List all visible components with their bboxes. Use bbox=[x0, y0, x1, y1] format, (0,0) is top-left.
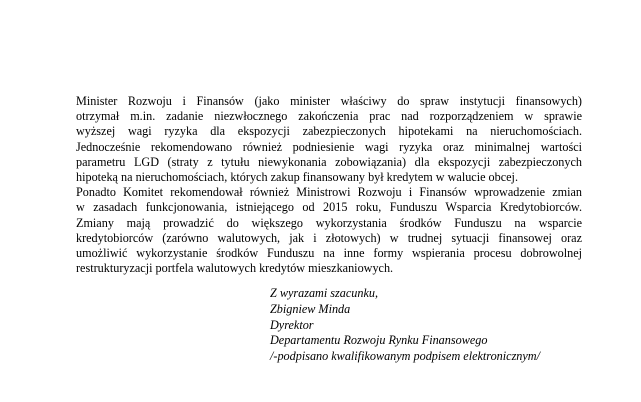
letter-body bbox=[76, 94, 582, 276]
text-line: Zmiany mają prowadzić do większego wykorzystania środków Funduszu na wsparcie bbox=[76, 215, 582, 230]
text-line: restrukturyzacji portfela walutowych kredytów mieszkaniowych. bbox=[76, 261, 394, 276]
text-line: Ponadto Komitet rekomendował również Ministrowi Rozwoju i Finansów wprowadzenie zmian bbox=[76, 185, 582, 200]
closing-phrase: Z wyrazami szacunku, bbox=[270, 286, 378, 300]
signatory-title: Dyrektor bbox=[270, 317, 314, 332]
text-line: umożliwić wykorzystanie środków Funduszu na inne formy wspierania procesu dobrowolnej bbox=[76, 246, 582, 261]
text-line: w zasadach funkcjonowania, istniejącego od 2015 roku, Funduszu Wsparcia Kredytobiorców. bbox=[76, 200, 582, 215]
signatory-department: Departamentu Rozwoju Rynku Finansowego bbox=[270, 333, 488, 348]
text-line: hipoteką na nieruchomościach, których zakup finansowany był kredytem w walucie obcej. bbox=[76, 170, 518, 185]
paragraph-2 bbox=[76, 185, 582, 276]
text-line: kredytobiorców (zarówno walutowych, jak i złotowych) w trudnej sytuacji finansowej oraz bbox=[76, 230, 582, 245]
paragraph-1 bbox=[76, 94, 582, 185]
signatory-name: Zbigniew Minda bbox=[270, 301, 351, 316]
text-line: parametru LGD (straty z tytułu niewykonania zobowiązania) dla ekspozycji zabezpieczonych bbox=[76, 154, 582, 169]
text-line: Minister Rozwoju i Finansów (jako minister właściwy do spraw instytucji finansowych) bbox=[76, 94, 582, 108]
electronic-signature-note: /-podpisano kwalifikowanym podpisem elektronicznym/ bbox=[270, 349, 540, 364]
text-line: Jednocześnie rekomendowano również podniesienie wagi ryzyka oraz minimalnej wartości bbox=[76, 139, 582, 154]
signature-block bbox=[270, 286, 540, 365]
text-line: wyższej wagi ryzyka dla ekspozycji zabezpieczonych hipotekami na nieruchomościach. bbox=[76, 124, 582, 139]
text-line: otrzymał m.in. zadanie niezwłocznego zakończenia prac nad rozporządzeniem w sprawie bbox=[76, 109, 582, 124]
